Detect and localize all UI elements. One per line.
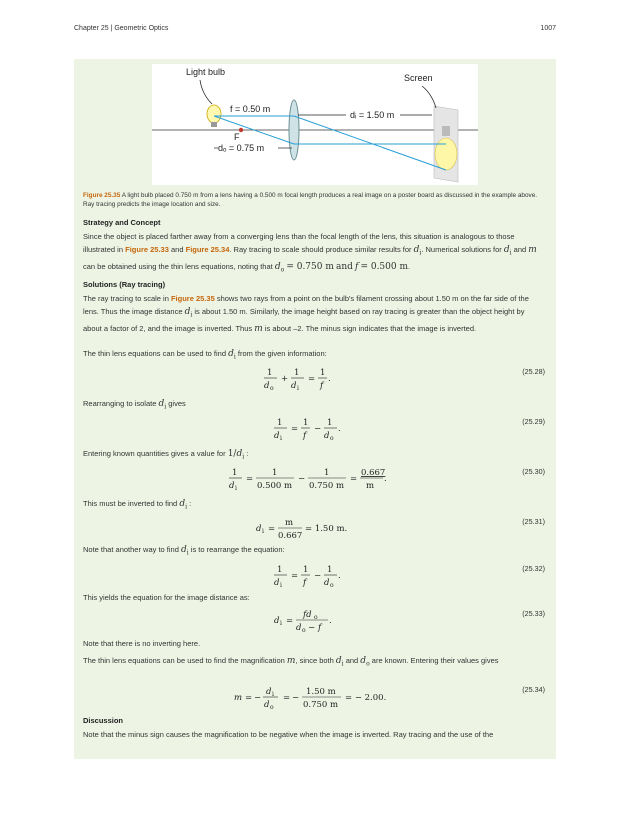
svg-text:d: d — [256, 524, 262, 534]
image-distance-label: dᵢ = 1.50 m — [350, 110, 395, 120]
equation-25-32 — [83, 561, 545, 591]
svg-text:.: . — [338, 424, 341, 434]
equation-number: (25.31) — [522, 517, 545, 526]
svg-text:1: 1 — [267, 368, 273, 378]
svg-text:m: m — [234, 693, 243, 703]
svg-text:d: d — [324, 578, 330, 588]
light-bulb-pointer — [200, 80, 212, 104]
svg-text:o: o — [302, 627, 306, 634]
equation-25-33-math — [273, 606, 373, 636]
equation-25-30 — [83, 464, 545, 494]
svg-text:1: 1 — [303, 565, 309, 575]
svg-text:.: . — [329, 616, 332, 626]
equation-25-31 — [83, 514, 545, 544]
svg-text:.: . — [384, 474, 387, 484]
equation-number: (25.34) — [522, 685, 545, 694]
svg-text:o: o — [330, 435, 334, 442]
light-bulb-label: Light bulb — [186, 67, 226, 77]
svg-text:f: f — [318, 623, 322, 633]
rearrange-text: Rearranging to isolate $d_i$ gives — [83, 399, 186, 411]
svg-text:=: = — [350, 474, 358, 484]
svg-text:=: = — [246, 474, 254, 484]
svg-text:1: 1 — [303, 418, 309, 428]
equation-25-31-math — [255, 514, 375, 544]
svg-text:d: d — [229, 481, 235, 491]
svg-text:f: f — [303, 431, 307, 441]
svg-text:= 1.50 m.: = 1.50 m. — [305, 524, 348, 534]
svg-text:−: − — [314, 424, 322, 434]
svg-text:o: o — [270, 704, 274, 711]
discussion-heading: Discussion — [83, 716, 124, 725]
svg-text:d: d — [291, 381, 297, 391]
strategy-paragraph: Since the object is placed farther away from a converging lens than the focal length of the lens, this situation is analogous to those illustrated in Figure 25.33 and Figure 25.34. Ray tracing to scale should produce similar results for $d_i$. Numerical solutions for $d_i$ and m can be obtained using the thin lens equations, noting that $d_o = 0.750$ m and f = 0.500 m. — [83, 232, 537, 273]
svg-text:0.500 m: 0.500 m — [257, 481, 293, 491]
svg-text:−: − — [298, 474, 306, 484]
svg-text:1: 1 — [327, 565, 333, 575]
svg-text:i: i — [235, 485, 237, 492]
svg-text:1: 1 — [294, 368, 300, 378]
svg-text:m: m — [366, 481, 375, 491]
strategy-heading: Strategy and Concept — [83, 218, 161, 227]
screen-pointer — [422, 86, 436, 108]
svg-text:fd: fd — [303, 610, 312, 620]
svg-text:0.667: 0.667 — [361, 468, 386, 478]
svg-text:d: d — [274, 431, 280, 441]
figure-25-35-link[interactable]: Figure 25.35 — [170, 294, 215, 303]
solutions-paragraph: The ray tracing to scale in Figure 25.35 shows two rays from a point on the bulb's filament crossing about 1.50 m on the far side of the lens. Thus the image distance $d_i$ is about 1.50 m. Similarly, the image height based on ray tracing is greater than the object height by about a factor of 2, and the image is inverted. Thus m is about –2. The minus sign indicates that the image is inverted. — [83, 294, 529, 334]
svg-text:d: d — [274, 616, 280, 626]
svg-text:d: d — [264, 381, 270, 391]
svg-text:1.50 m: 1.50 m — [306, 687, 336, 697]
svg-text:= − 2.00.: = − 2.00. — [345, 693, 387, 703]
discussion-paragraph: Note that the minus sign causes the magnification to be negative when the image is inverted. Ray tracing and the use of the — [83, 730, 494, 739]
svg-text:1: 1 — [232, 468, 238, 478]
magnification-text: The thin lens equations can be used to find the magnification m, since both $d_i$ and $d_o$ are known. Entering their values gives — [83, 656, 499, 668]
svg-text:1: 1 — [327, 418, 333, 428]
svg-text:i: i — [297, 385, 299, 392]
svg-text:o: o — [330, 582, 334, 589]
svg-text:1: 1 — [320, 368, 326, 378]
thin-lens-intro: The thin lens equations can be used to find $d_i$ from the given information: — [83, 349, 327, 361]
svg-text:=: = — [245, 693, 253, 703]
equation-number: (25.32) — [522, 564, 545, 573]
svg-text:o: o — [270, 385, 274, 392]
figure-caption-text: A light bulb placed 0.750 m from a lens having a 0.500 m focal length produces a real image on a poster board as discussed in the example above. Ray tracing predicts the image location and size. — [83, 192, 538, 208]
inverted-text: This must be inverted to find $d_i$ : — [83, 499, 192, 511]
svg-text:−: − — [308, 623, 316, 633]
figure-caption-label: Figure 25.35 — [83, 192, 121, 199]
svg-text:d: d — [324, 431, 330, 441]
svg-text:.: . — [338, 571, 341, 581]
svg-text:d: d — [264, 700, 270, 710]
solutions-heading: Solutions (Ray tracing) — [83, 280, 166, 289]
svg-text:f: f — [303, 578, 307, 588]
equation-number: (25.33) — [522, 609, 545, 618]
svg-text:=: = — [268, 524, 276, 534]
yields-text: This yields the equation for the image distance as: — [83, 593, 250, 602]
svg-text:d: d — [274, 578, 280, 588]
svg-text:0.750 m: 0.750 m — [309, 481, 345, 491]
svg-text:=: = — [283, 693, 291, 703]
svg-text:f: f — [320, 381, 324, 391]
note-another-text: Note that another way to find $d_i$ is to rearrange the equation: — [83, 545, 285, 557]
equation-25-30-math — [228, 464, 428, 494]
equation-25-29 — [83, 414, 545, 444]
screen-label: Screen — [404, 73, 433, 83]
svg-text:o: o — [314, 614, 318, 621]
page-number: 1007 — [540, 25, 556, 32]
svg-text:=: = — [286, 616, 294, 626]
figure-caption — [83, 191, 545, 209]
svg-text:=: = — [291, 571, 299, 581]
ray-1-refracted — [294, 116, 446, 170]
svg-text:−: − — [292, 693, 300, 703]
svg-text:i: i — [280, 620, 282, 627]
figure-25-35 — [152, 64, 478, 185]
focal-point-label: F — [234, 132, 240, 142]
running-header-chapter: Chapter 25 | Geometric Optics — [74, 25, 169, 32]
svg-text:i: i — [262, 528, 264, 535]
figure-25-33-link[interactable]: Figure 25.33 — [125, 245, 169, 254]
equation-25-29-math — [273, 414, 373, 444]
object-distance-label: dₒ = 0.75 m — [218, 143, 265, 153]
svg-text:d: d — [296, 623, 302, 633]
equation-25-34-math — [233, 683, 413, 713]
converging-lens — [289, 100, 299, 160]
svg-text:=: = — [291, 424, 299, 434]
no-inverting-text: Note that there is no inverting here. — [83, 639, 201, 648]
equation-25-32-math — [273, 561, 373, 591]
svg-text:m: m — [285, 518, 294, 528]
svg-text:−: − — [314, 571, 322, 581]
svg-text:1: 1 — [277, 418, 283, 428]
svg-text:1: 1 — [277, 565, 283, 575]
svg-text:0.750 m: 0.750 m — [303, 700, 339, 710]
svg-text:+: + — [281, 374, 289, 384]
svg-text:1: 1 — [272, 468, 278, 478]
svg-text:i: i — [280, 582, 282, 589]
equation-25-28-math — [263, 364, 383, 394]
equation-number: (25.28) — [522, 367, 545, 376]
svg-text:i: i — [272, 691, 274, 698]
svg-text:i: i — [280, 435, 282, 442]
svg-text:0.667: 0.667 — [278, 531, 303, 541]
equation-number: (25.30) — [522, 467, 545, 476]
svg-text:d: d — [266, 687, 272, 697]
svg-text:1: 1 — [324, 468, 330, 478]
svg-text:.: . — [328, 374, 331, 384]
equation-25-33 — [83, 606, 545, 636]
entering-text: Entering known quantities gives a value for $1/d_i$ : — [83, 449, 249, 461]
equation-25-34 — [83, 683, 545, 713]
ray-diagram — [152, 64, 478, 185]
svg-text:−: − — [254, 693, 262, 703]
focal-length-label: f = 0.50 m — [230, 104, 271, 114]
figure-25-34-link[interactable]: Figure 25.34 — [185, 245, 230, 254]
equation-number: (25.29) — [522, 417, 545, 426]
svg-text:=: = — [308, 374, 316, 384]
equation-25-28 — [83, 364, 545, 394]
